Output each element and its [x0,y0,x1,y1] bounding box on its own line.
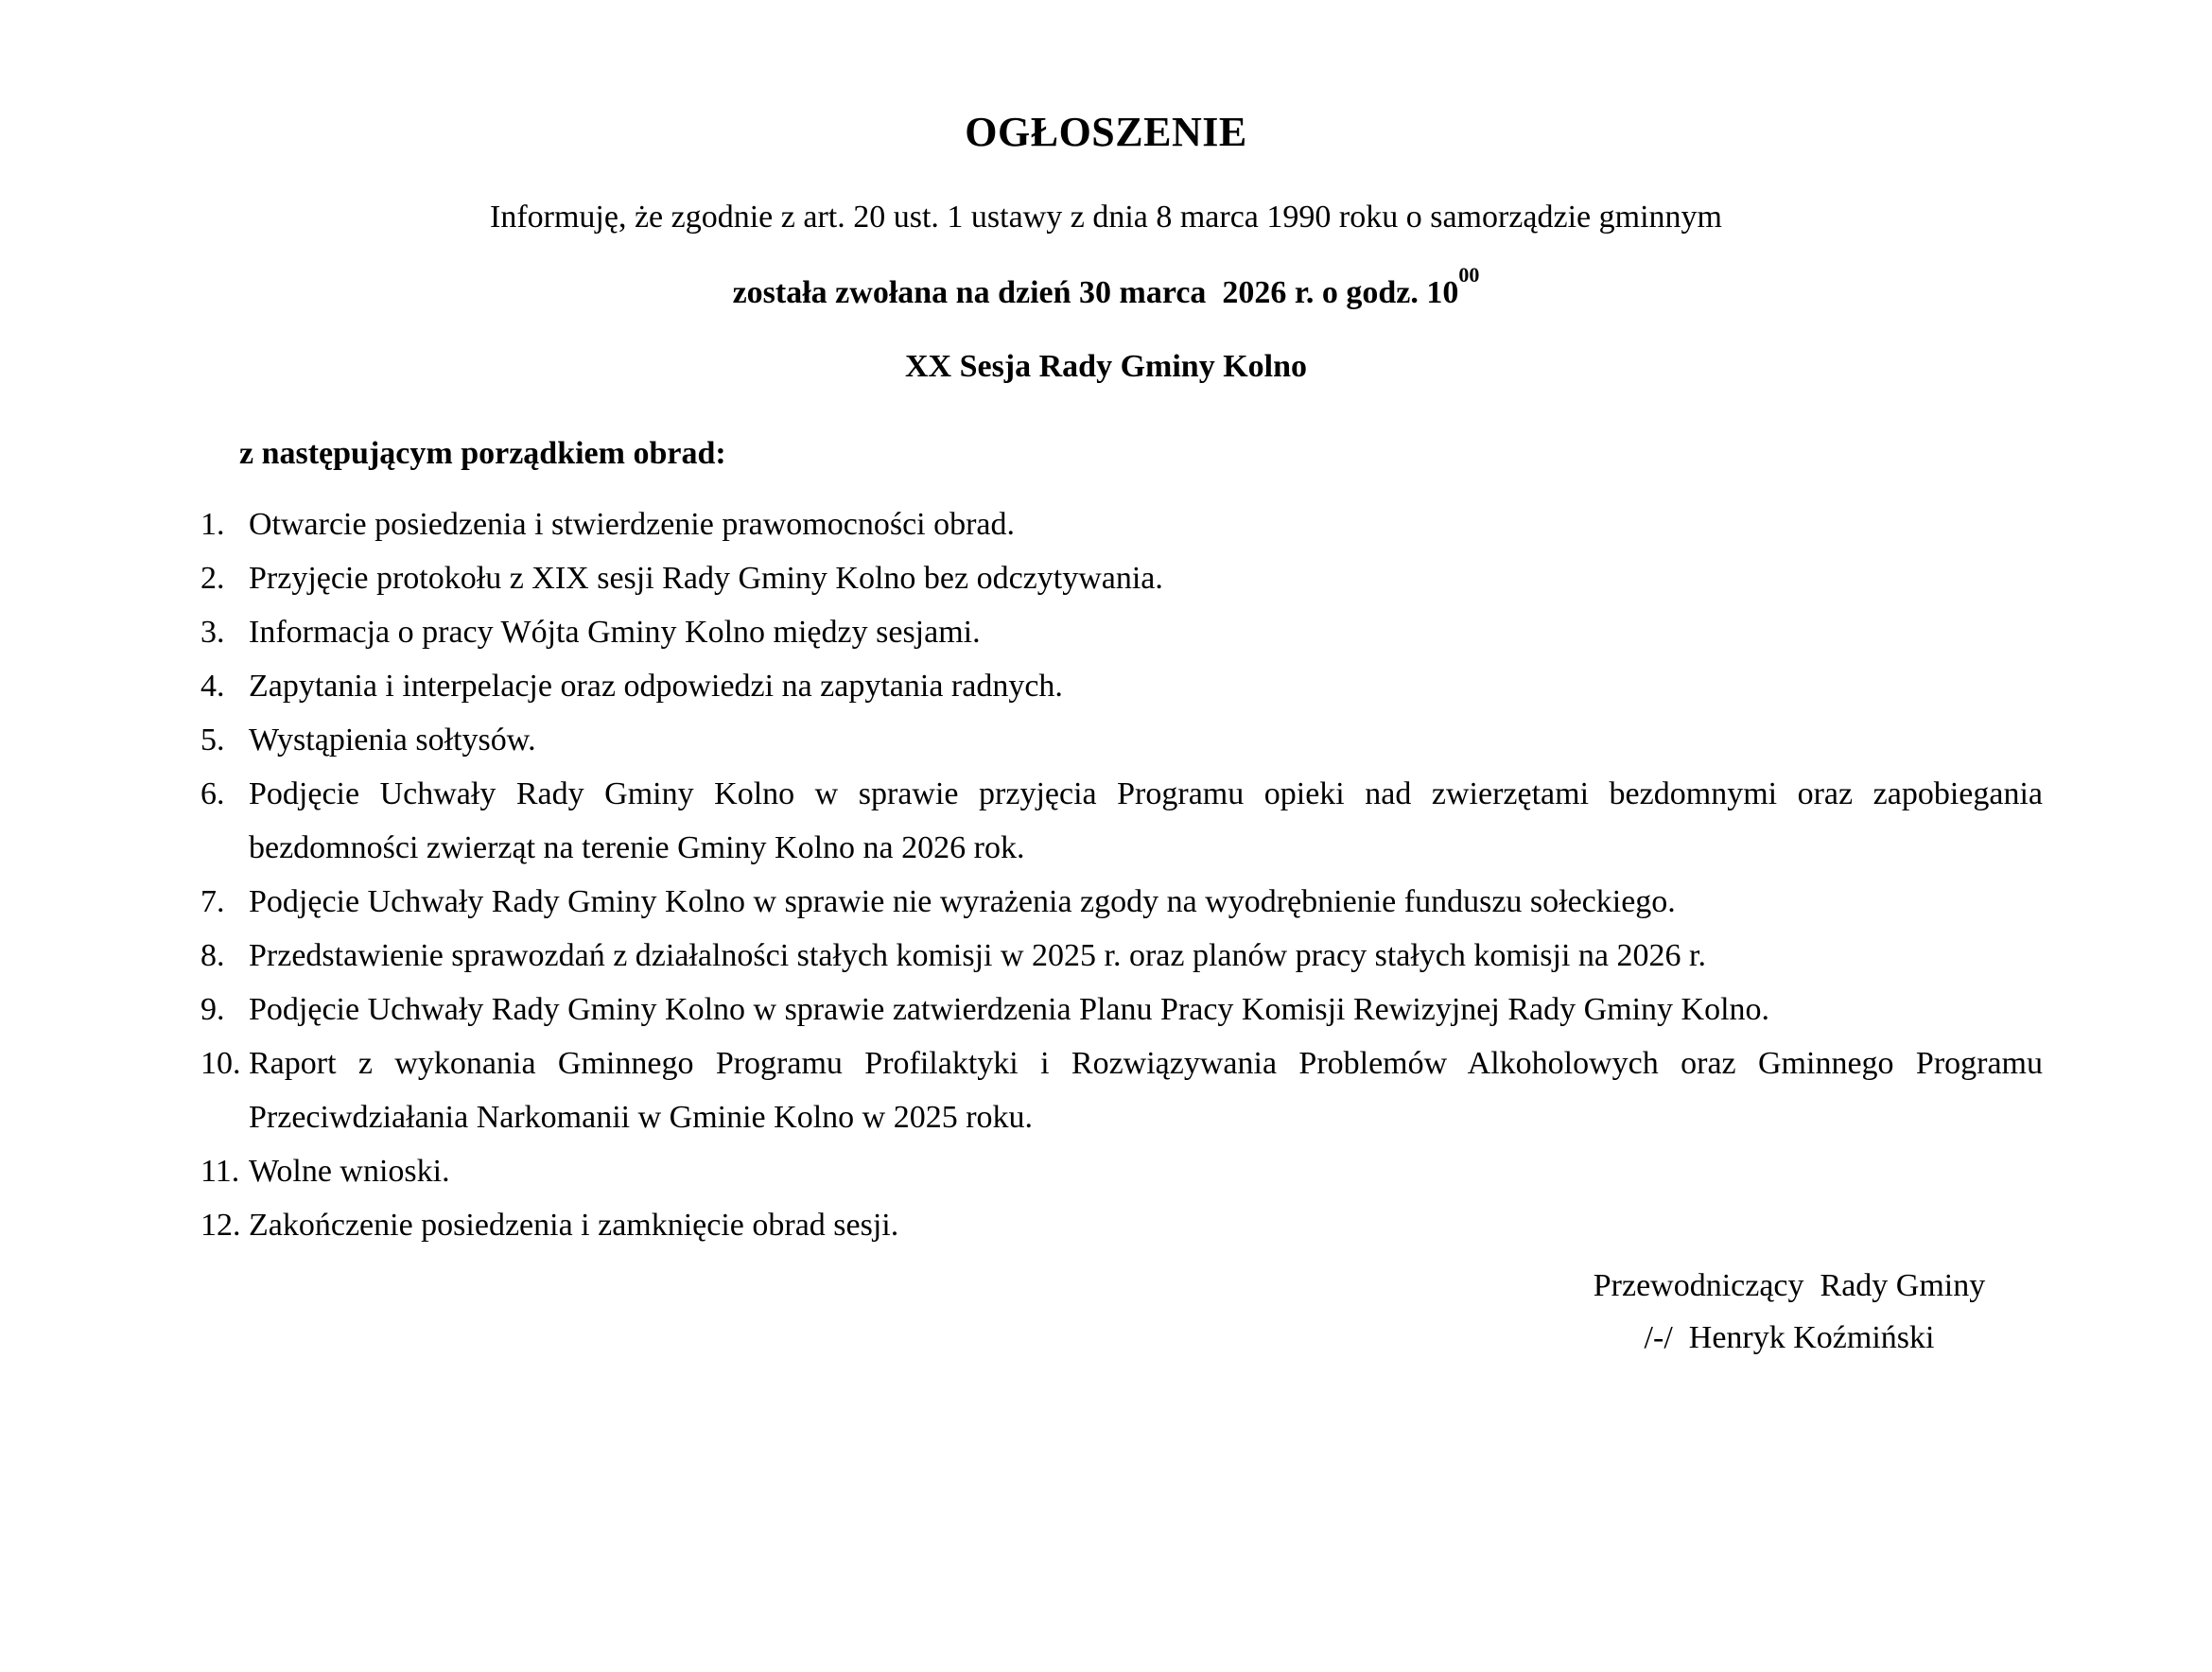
agenda-item-number: 6. [200,776,225,811]
agenda-item-number: 5. [200,723,225,758]
agenda-item-3 [200,605,2043,659]
agenda-item-number: 2. [200,561,225,596]
agenda-heading: z następującym porządkiem obrad: [239,436,726,471]
agenda-item-text: Wolne wnioski. [249,1154,450,1189]
agenda-item-9 [200,983,2043,1036]
agenda-item-10 [200,1036,2043,1144]
session-date-line [0,262,2212,313]
session-date-text: została zwołana na dzień 30 marca 2026 r. o godz. 10 [732,275,1459,310]
agenda-item-text: Zapytania i interpelacje oraz odpowiedzi na zapytania radnych. [249,669,1063,704]
agenda-item-5 [200,713,2043,767]
signature-title: Przewodniczący Rady Gminy [1593,1268,1986,1303]
agenda-item-text: Przyjęcie protokołu z XIX sesji Rady Gminy Kolno bez odczytywania. [249,561,1163,596]
agenda-item-number: 12. [200,1208,241,1243]
signature-name: /-/ Henryk Koźmiński [1644,1320,1935,1355]
agenda-item-text: Raport z wykonania Gminnego Programu Profilaktyki i Rozwiązywania Problemów Alkoholowych oraz Gminnego Programu Przeciwdziałania Narkomanii w Gminie Kolno w 2025 roku. [249,1046,2043,1135]
document-title: OGŁOSZENIE [965,109,1247,155]
agenda-item-number: 8. [200,938,225,973]
agenda-item-number: 3. [200,615,225,650]
agenda-item-12 [200,1198,2043,1252]
agenda-item-7 [200,875,2043,929]
agenda-item-8 [200,929,2043,983]
agenda-item-text: Wystąpienia sołtysów. [249,723,536,758]
signature-block [1487,1260,2092,1364]
document-page [0,108,2212,1672]
session-time-superscript: 00 [1458,262,1480,287]
agenda-item-text: Zakończenie posiedzenia i zamknięcie obrad sesji. [249,1208,899,1243]
agenda-list [0,497,2212,1252]
agenda-item-text: Podjęcie Uchwały Rady Gminy Kolno w sprawie zatwierdzenia Planu Pracy Komisji Rewizyjnej Rady Gminy Kolno. [249,992,1770,1027]
agenda-item-text: Informacja o pracy Wójta Gminy Kolno między sesjami. [249,615,981,650]
agenda-item-number: 1. [200,507,225,542]
agenda-item-number: 4. [200,669,225,704]
agenda-item-number: 11. [200,1154,240,1189]
agenda-item-number: 9. [200,992,225,1027]
agenda-item-number: 10. [200,1046,241,1081]
intro-line: Informuję, że zgodnie z art. 20 ust. 1 ustawy z dnia 8 marca 1990 roku o samorządzie gminnym [490,200,1722,235]
agenda-item-11 [200,1144,2043,1198]
agenda-item-number: 7. [200,884,225,919]
agenda-item-4 [200,659,2043,713]
agenda-item-text: Otwarcie posiedzenia i stwierdzenie prawomocności obrad. [249,507,1016,542]
agenda-item-1 [200,497,2043,551]
agenda-item-6 [200,767,2043,875]
agenda-item-text: Podjęcie Uchwały Rady Gminy Kolno w sprawie przyjęcia Programu opieki nad zwierzętami bezdomnymi oraz zapobiegania bezdomności zwierząt na terenie Gminy Kolno na 2026 rok. [249,776,2043,865]
agenda-item-text: Podjęcie Uchwały Rady Gminy Kolno w sprawie nie wyrażenia zgody na wyodrębnienie funduszu sołeckiego. [249,884,1676,919]
agenda-item-2 [200,551,2043,605]
session-title: XX Sesja Rady Gminy Kolno [904,349,1308,384]
agenda-item-text: Przedstawienie sprawozdań z działalności stałych komisji w 2025 r. oraz planów pracy stałych komisji na 2026 r. [249,938,1706,973]
